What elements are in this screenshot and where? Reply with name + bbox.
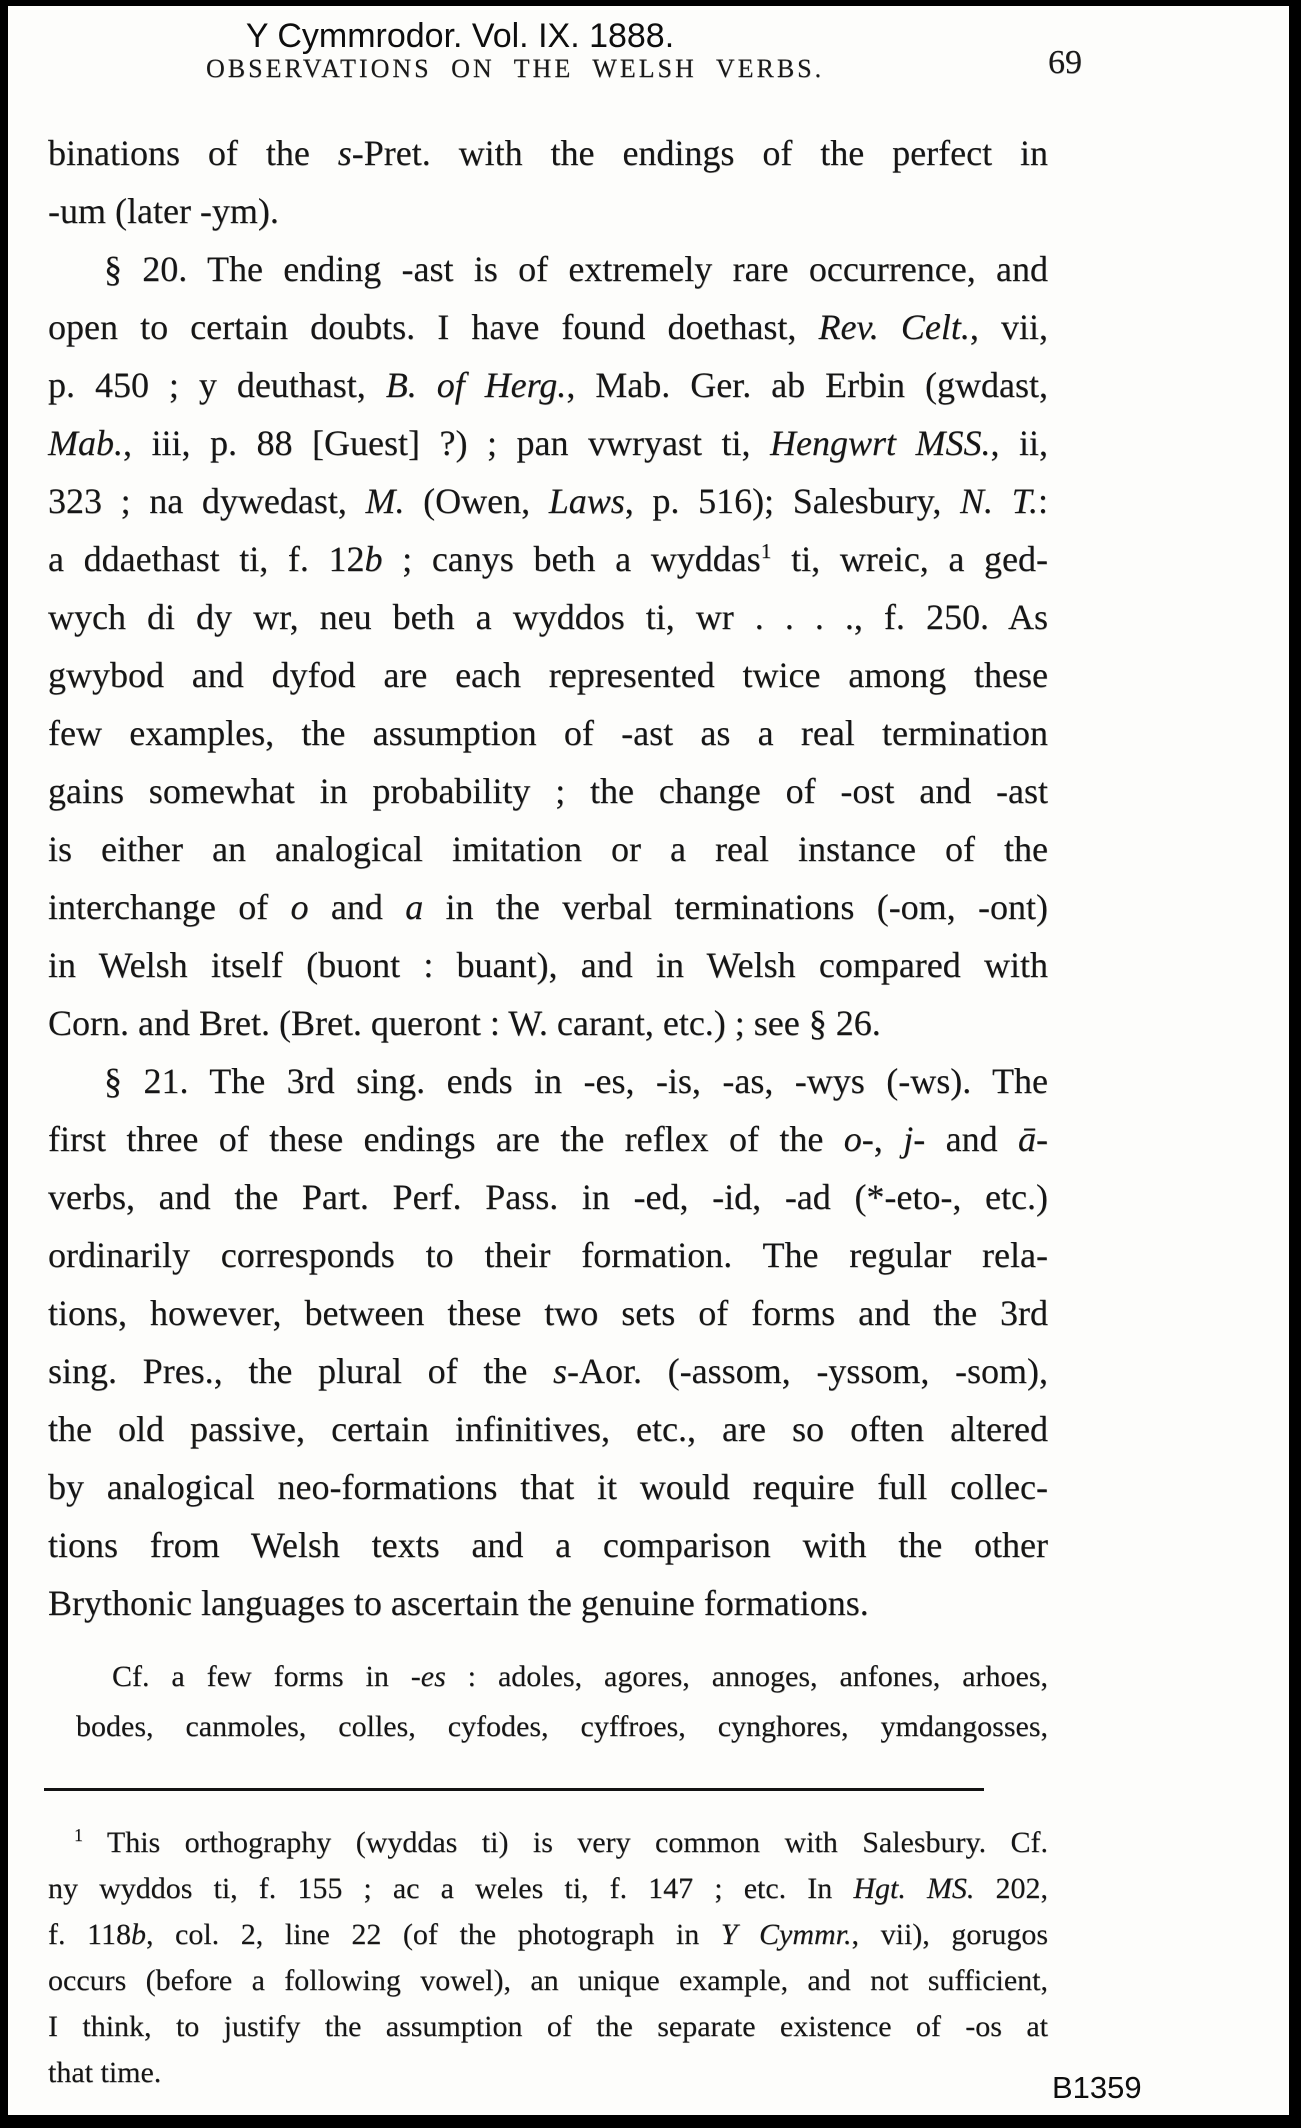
text-line: ny wyddos ti, f. 155 ; ac a weles ti, f. 147 ; etc. In Hgt. MS. 202,	[48, 1872, 1048, 1905]
text-line: gains somewhat in probability ; the change of -ost and -ast	[48, 771, 1048, 811]
text-line: a ddaethast ti, f. 12b ; canys beth a wyddas$^1$ ti, wreic, a ged-	[48, 539, 1048, 579]
text-line: that time.	[48, 2056, 162, 2089]
scan-annotation: Y Cymmrodor. Vol. IX. 1888.	[245, 17, 675, 55]
footnote	[48, 1820, 1048, 2096]
text-line: verbs, and the Part. Perf. Pass. in -ed, -id, -ad (*-eto-, etc.)	[48, 1177, 1048, 1217]
text-line: Brythonic languages to ascertain the genuine formations.	[48, 1583, 869, 1623]
text-line: tions from Welsh texts and a comparison with the other	[48, 1525, 1048, 1565]
text-line: in Welsh itself (buont : buant), and in Welsh compared with	[48, 945, 1048, 985]
text-line: binations of the s-Pret. with the endings of the perfect in	[48, 133, 1048, 173]
text-line: 323 ; na dywedast, M. (Owen, Laws, p. 516); Salesbury, N. T.:	[48, 481, 1048, 521]
text-line: sing. Pres., the plural of the s-Aor. (-assom, -yssom, -som),	[48, 1351, 1048, 1391]
text-line: few examples, the assumption of -ast as a real termination	[48, 713, 1048, 753]
footnote-divider	[44, 1788, 984, 1791]
text-line: ordinarily corresponds to their formation. The regular rela-	[48, 1235, 1048, 1275]
text-line: occurs (before a following vowel), an unique example, and not sufficient,	[48, 1964, 1048, 1997]
text-line: f. 118b, col. 2, line 22 (of the photograph in Y Cymmr., vii), gorugos	[48, 1918, 1048, 1951]
text-line: by analogical neo-formations that it would require full collec-	[48, 1467, 1048, 1507]
text-line: I think, to justify the assumption of the separate existence of -os at	[48, 2010, 1048, 2043]
text-line: Cf. a few forms in -es : adoles, agores, annoges, anfones, arhoes,	[112, 1660, 1048, 1693]
text-line: wych di dy wr, neu beth a wyddos ti, wr . . . ., f. 250. As	[48, 597, 1048, 637]
text-line: § 20. The ending -ast is of extremely rare occurrence, and	[104, 249, 1048, 289]
text-line: -um (later -ym).	[48, 191, 279, 231]
text-line: gwybod and dyfod are each represented twice among these	[48, 655, 1048, 695]
text-line: open to certain doubts. I have found doethast, Rev. Celt., vii,	[48, 307, 1048, 347]
text-line: p. 450 ; y deuthast, B. of Herg., Mab. Ger. ab Erbin (gwdast,	[48, 365, 1048, 405]
body-text	[48, 124, 1048, 1632]
text-line: is either an analogical imitation or a real instance of the	[48, 829, 1048, 869]
running-head-title: OBSERVATIONS ON THE WELSH VERBS.	[206, 54, 825, 83]
catalog-mark: B1359	[1052, 2070, 1142, 2105]
smallprint-paragraph	[48, 1652, 1048, 1752]
text-line: bodes, canmoles, colles, cyfodes, cyffroes, cynghores, ymdangosses,	[76, 1710, 1048, 1743]
text-line: tions, however, between these two sets of forms and the 3rd	[48, 1293, 1048, 1333]
text-line: Mab., iii, p. 88 [Guest] ?) ; pan vwryast ti, Hengwrt MSS., ii,	[48, 423, 1048, 463]
text-line: first three of these endings are the reflex of the o-, j- and ā-	[48, 1119, 1049, 1159]
text-line: Corn. and Bret. (Bret. queront : W. carant, etc.) ; see § 26.	[48, 1003, 881, 1043]
text-line: interchange of o and a in the verbal terminations (-om, -ont)	[48, 887, 1048, 927]
page-number: 69	[1048, 44, 1082, 81]
text-line: the old passive, certain infinitives, etc., are so often altered	[48, 1409, 1048, 1449]
text-line: § 21. The 3rd sing. ends in -es, -is, -as, -wys (-ws). The	[104, 1061, 1048, 1101]
text-line: $^1$ This orthography (wyddas ti) is very common with Salesbury. Cf.	[74, 1825, 1048, 1859]
